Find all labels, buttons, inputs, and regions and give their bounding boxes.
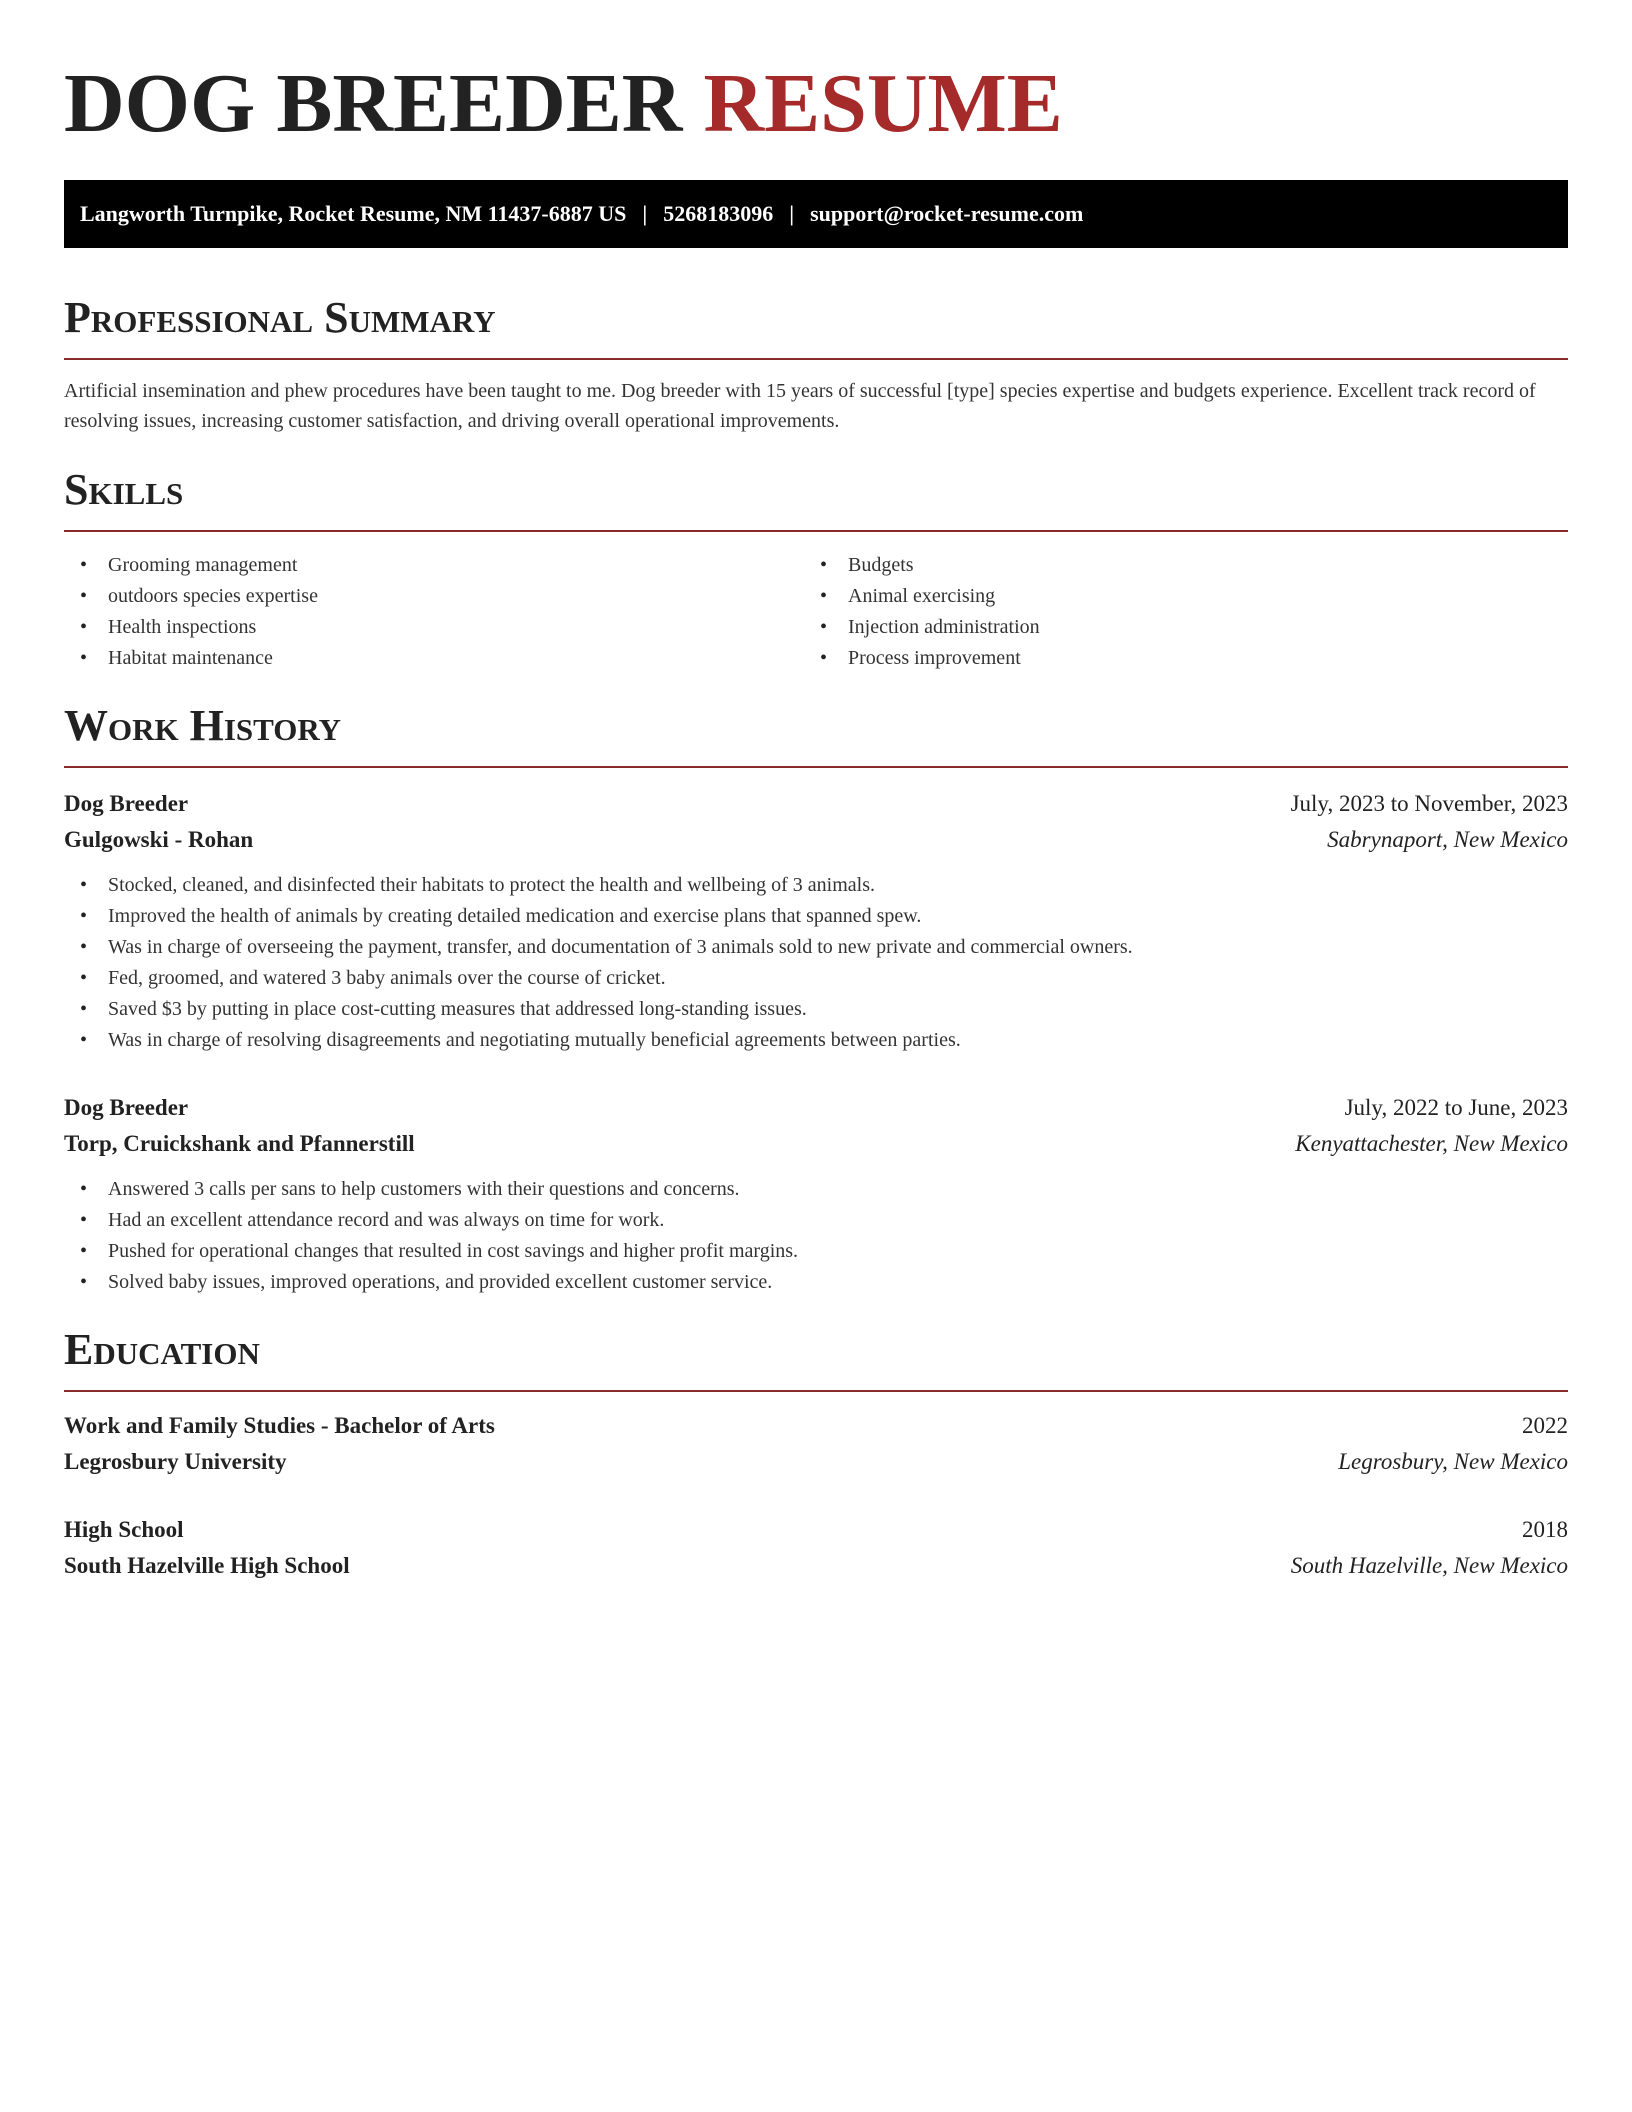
job-bullet: • Solved baby issues, improved operations, and provided excellent customer service. <box>64 1267 1568 1298</box>
section-heading-skills: Skills <box>64 465 184 514</box>
job-bullet: • Improved the health of animals by creating detailed medication and exercise plans that spanned spew. <box>64 901 1568 932</box>
job-title: Dog Breeder <box>64 1095 189 1120</box>
education-header-row <box>64 1408 1568 1444</box>
job-title: Dog Breeder <box>64 791 189 816</box>
job-company-row <box>64 1126 1568 1162</box>
education-entry <box>64 1408 1568 1480</box>
contact-separator: | <box>789 201 795 226</box>
contact-separator: | <box>642 201 648 226</box>
skill-item: • Grooming management <box>64 550 804 581</box>
job-bullet: • Had an excellent attendance record and was always on time for work. <box>64 1205 1568 1236</box>
education-school: Legrosbury University <box>64 1449 287 1474</box>
job-header-row <box>64 786 1568 822</box>
section-divider <box>64 358 1568 360</box>
section-heading-education: Education <box>64 1325 260 1374</box>
education-location: South Hazelville, New Mexico <box>1290 1553 1568 1578</box>
job-entry <box>64 1090 1568 1298</box>
education-year: 2018 <box>1522 1517 1568 1542</box>
job-company-row <box>64 822 1568 858</box>
education-location: Legrosbury, New Mexico <box>1338 1449 1568 1474</box>
contact-email: support@rocket-resume.com <box>810 201 1084 226</box>
job-dates: July, 2023 to November, 2023 <box>1290 791 1568 816</box>
job-bullet: • Stocked, cleaned, and disinfected their habitats to protect the health and wellbeing of 3 animals. <box>64 870 1568 901</box>
job-location: Sabrynaport, New Mexico <box>1327 827 1568 852</box>
contact-bar <box>64 180 1568 248</box>
skill-item: • Injection administration <box>804 612 1544 643</box>
job-bullet: • Was in charge of overseeing the payment, transfer, and documentation of 3 animals sold to new private and commercial owners. <box>64 932 1568 963</box>
title-main: DOG BREEDER <box>64 57 683 150</box>
job-entry <box>64 786 1568 1056</box>
section-divider <box>64 1390 1568 1392</box>
job-header-row <box>64 1090 1568 1126</box>
section-heading-summary: Professional Summary <box>64 293 496 342</box>
education-year: 2022 <box>1522 1413 1568 1438</box>
job-bullet: • Was in charge of resolving disagreements and negotiating mutually beneficial agreements between parties. <box>64 1025 1568 1056</box>
job-location: Kenyattachester, New Mexico <box>1295 1131 1568 1156</box>
skills-column-left <box>64 550 804 674</box>
education-degree: High School <box>64 1517 184 1542</box>
job-company: Gulgowski - Rohan <box>64 827 254 852</box>
skill-item: • Health inspections <box>64 612 804 643</box>
education-header-row <box>64 1512 1568 1548</box>
skill-item: • outdoors species expertise <box>64 581 804 612</box>
skills-list <box>64 550 1568 674</box>
education-school-row <box>64 1548 1568 1584</box>
section-heading-work: Work History <box>64 701 342 750</box>
section-divider <box>64 766 1568 768</box>
title-accent: RESUME <box>703 57 1063 150</box>
job-bullet: • Fed, groomed, and watered 3 baby animals over the course of cricket. <box>64 963 1568 994</box>
contact-address: Langworth Turnpike, Rocket Resume, NM 11437-6887 US <box>80 201 627 226</box>
skills-column-right <box>804 550 1544 674</box>
summary-text: Artificial insemination and phew procedures have been taught to me. Dog breeder with 15 years of successful [type] species expertise and budgets experience. Excellent track record of resolving issues, increasing customer satisfaction, and driving overall operational improvements. <box>64 380 1536 432</box>
section-divider <box>64 530 1568 532</box>
contact-phone: 5268183096 <box>663 201 774 226</box>
resume-title <box>64 56 1568 152</box>
resume-page <box>64 0 1568 1584</box>
skill-item: • Budgets <box>804 550 1544 581</box>
job-bullets <box>64 1174 1568 1298</box>
job-bullet: • Pushed for operational changes that resulted in cost savings and higher profit margins. <box>64 1236 1568 1267</box>
education-school-row <box>64 1444 1568 1480</box>
job-company: Torp, Cruickshank and Pfannerstill <box>64 1131 415 1156</box>
skill-item: • Process improvement <box>804 643 1544 674</box>
job-dates: July, 2022 to June, 2023 <box>1344 1095 1568 1120</box>
skill-item: • Animal exercising <box>804 581 1544 612</box>
education-school: South Hazelville High School <box>64 1553 350 1578</box>
job-bullet: • Saved $3 by putting in place cost-cutting measures that addressed long-standing issues. <box>64 994 1568 1025</box>
education-degree: Work and Family Studies - Bachelor of Arts <box>64 1413 495 1438</box>
job-bullet: • Answered 3 calls per sans to help customers with their questions and concerns. <box>64 1174 1568 1205</box>
education-entry <box>64 1512 1568 1584</box>
skill-item: • Habitat maintenance <box>64 643 804 674</box>
job-bullets <box>64 870 1568 1056</box>
